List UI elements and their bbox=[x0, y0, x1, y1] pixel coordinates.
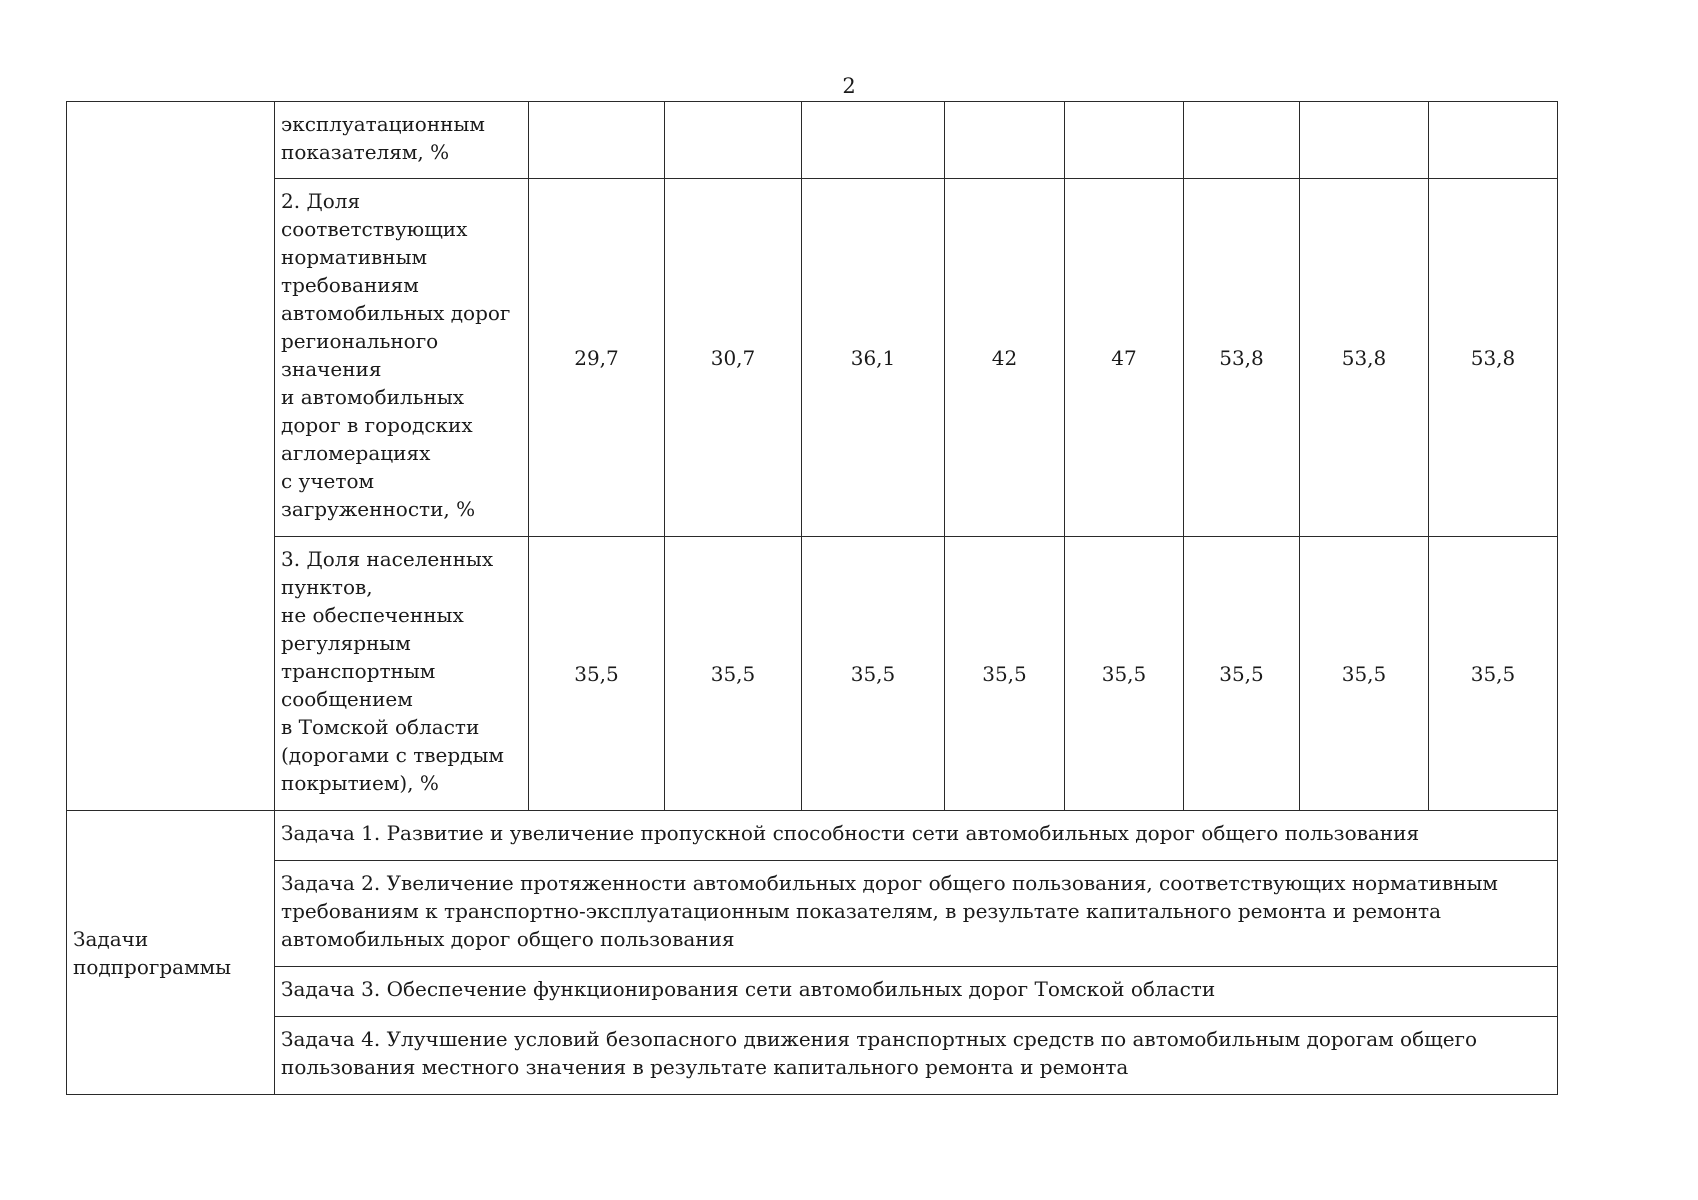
task-cell bbox=[275, 967, 1558, 1017]
indicator-text-line: транспортным bbox=[281, 659, 436, 683]
task-cell bbox=[275, 861, 1558, 967]
subprogram-table bbox=[66, 101, 1558, 1095]
indicator-text-line: 3. Доля населенных bbox=[281, 547, 494, 571]
value-cell: 35,5 bbox=[1065, 537, 1184, 811]
value-cell: 47 bbox=[1065, 179, 1184, 537]
value-cell: 42 bbox=[945, 179, 1065, 537]
task-text-line: Задача 1. Развитие и увеличение пропускной способности сети автомобильных дорог общего пользования bbox=[281, 821, 1420, 845]
indicator-text-line: сообщением bbox=[281, 687, 413, 711]
value-cell bbox=[1429, 102, 1558, 179]
indicator-row bbox=[67, 102, 1558, 179]
indicator-text-line: регионального bbox=[281, 329, 439, 353]
value-cell bbox=[1065, 102, 1184, 179]
value-cell: 53,8 bbox=[1300, 179, 1429, 537]
value-cell: 35,5 bbox=[1300, 537, 1429, 811]
task-text-line: Задача 3. Обеспечение функционирования сети автомобильных дорог Томской области bbox=[281, 977, 1216, 1001]
indicator-text-line: (дорогами с твердым bbox=[281, 743, 504, 767]
indicator-text-line: в Томской области bbox=[281, 715, 480, 739]
value-cell: 35,5 bbox=[945, 537, 1065, 811]
indicator-text-line: загруженности, % bbox=[281, 497, 476, 521]
indicator-text-line: нормативным bbox=[281, 245, 428, 269]
tasks-label-cell bbox=[67, 811, 275, 1095]
indicator-text-line: и автомобильных bbox=[281, 385, 465, 409]
value-cell bbox=[529, 102, 665, 179]
value-cell: 29,7 bbox=[529, 179, 665, 537]
indicator-text-line: требованиям bbox=[281, 273, 419, 297]
indicator-text-line: показателям, % bbox=[281, 140, 450, 164]
indicator-text-line: 2. Доля bbox=[281, 189, 361, 213]
value-cell: 30,7 bbox=[665, 179, 802, 537]
value-cell bbox=[945, 102, 1065, 179]
value-cell: 35,5 bbox=[802, 537, 945, 811]
value-cell: 36,1 bbox=[802, 179, 945, 537]
page-number: 2 bbox=[842, 74, 856, 98]
task-cell bbox=[275, 811, 1558, 861]
value-cell: 35,5 bbox=[529, 537, 665, 811]
indicator-text-line: эксплуатационным bbox=[281, 112, 485, 136]
tasks-label-line: подпрограммы bbox=[73, 954, 232, 979]
indicator-text-line: пунктов, bbox=[281, 575, 373, 599]
indicator-name-cell bbox=[275, 537, 529, 811]
task-row bbox=[67, 811, 1558, 861]
task-text-line: Задача 2. Увеличение протяженности автомобильных дорог общего пользования, соответствующих нормативным bbox=[281, 871, 1498, 895]
value-cell: 35,5 bbox=[1429, 537, 1558, 811]
task-text-line: требованиям к транспортно-эксплуатационным показателям, в результате капитального ремонта и ремонта bbox=[281, 899, 1442, 923]
tasks-label-line: Задачи bbox=[73, 926, 149, 951]
value-cell: 35,5 bbox=[665, 537, 802, 811]
value-cell bbox=[1300, 102, 1429, 179]
indicators-label-cell bbox=[67, 102, 275, 811]
value-cell: 53,8 bbox=[1429, 179, 1558, 537]
value-cell bbox=[1184, 102, 1300, 179]
indicator-text-line: значения bbox=[281, 357, 382, 381]
indicator-text-line: соответствующих bbox=[281, 217, 468, 241]
value-cell: 53,8 bbox=[1184, 179, 1300, 537]
indicator-text-line: автомобильных дорог bbox=[281, 301, 511, 325]
task-row bbox=[67, 861, 1558, 967]
indicator-text-line: агломерациях bbox=[281, 441, 431, 465]
indicator-row bbox=[67, 537, 1558, 811]
task-row bbox=[67, 967, 1558, 1017]
indicator-text-line: регулярным bbox=[281, 631, 411, 655]
task-text-line: Задача 4. Улучшение условий безопасного движения транспортных средств по автомобильным дорогам общего bbox=[281, 1027, 1478, 1051]
indicator-name-cell bbox=[275, 179, 529, 537]
value-cell bbox=[665, 102, 802, 179]
indicator-text-line: не обеспеченных bbox=[281, 603, 464, 627]
indicator-text-line: покрытием), % bbox=[281, 771, 439, 795]
task-row bbox=[67, 1017, 1558, 1095]
task-text-line: автомобильных дорог общего пользования bbox=[281, 927, 735, 951]
indicator-row bbox=[67, 179, 1558, 537]
task-cell bbox=[275, 1017, 1558, 1095]
value-cell: 35,5 bbox=[1184, 537, 1300, 811]
indicator-text-line: с учетом bbox=[281, 469, 375, 493]
indicator-name-cell bbox=[275, 102, 529, 179]
indicator-text-line: дорог в городских bbox=[281, 413, 473, 437]
task-text-line: пользования местного значения в результате капитального ремонта и ремонта bbox=[281, 1055, 1129, 1079]
value-cell bbox=[802, 102, 945, 179]
